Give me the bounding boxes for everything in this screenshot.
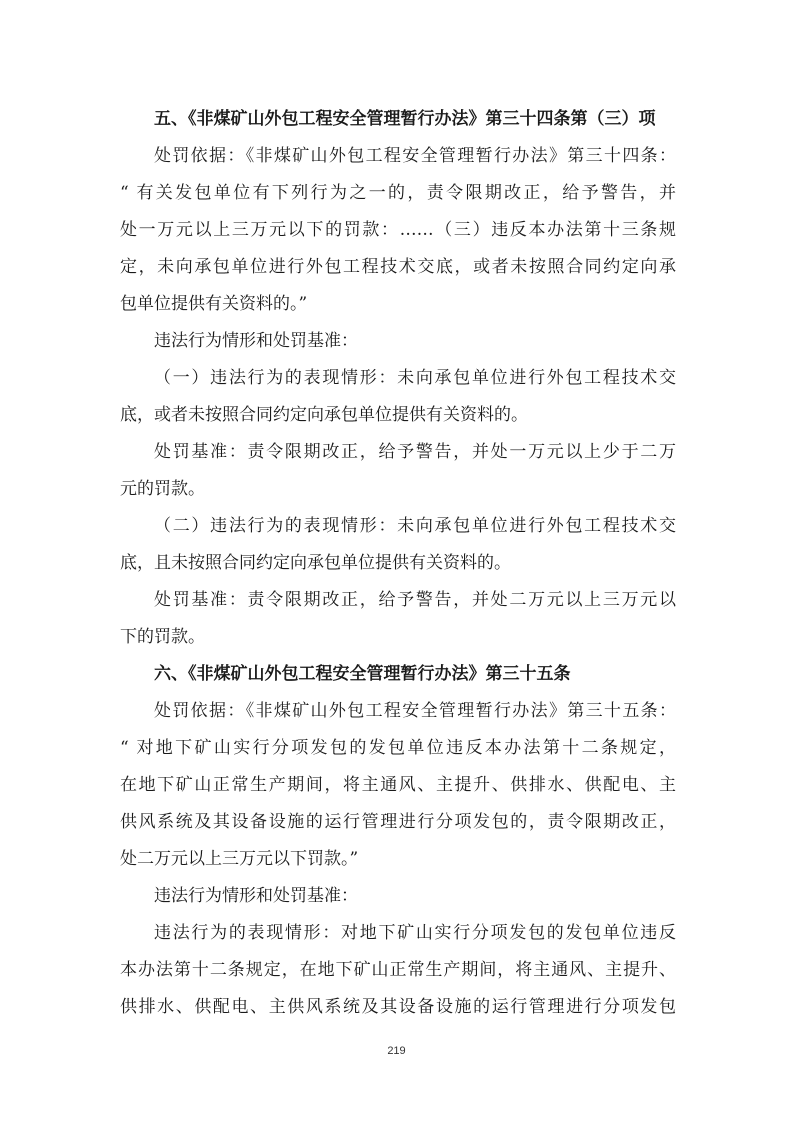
text-line: 定，未向承包单位进行外包工程技术交底，或者未按照合同约定向承 xyxy=(120,257,676,277)
text-line: “ 对地下矿山实行分项发包的发包单位违反本办法第十二条规定， xyxy=(120,738,676,758)
text-line: 底，或者未按照合同约定向承包单位提供有关资料的。 xyxy=(120,405,528,425)
section-heading: 五、《非煤矿山外包工程安全管理暂行办法》第三十四条第（三）项 xyxy=(154,109,656,129)
text-line: 处罚基准：责令限期改正，给予警告，并处二万元以上三万元以 xyxy=(154,590,676,610)
text-line: 本办法第十二条规定，在地下矿山正常生产期间，将主通风、主提升、 xyxy=(120,960,676,980)
text-line: 违法行为的表现情形：对地下矿山实行分项发包的发包单位违反 xyxy=(154,923,676,943)
text-line: （一）违法行为的表现情形：未向承包单位进行外包工程技术交 xyxy=(154,368,676,388)
text-line: 底，且未按照合同约定向承包单位提供有关资料的。 xyxy=(120,553,511,573)
section-heading: 六、《非煤矿山外包工程安全管理暂行办法》第三十五条 xyxy=(154,664,571,684)
text-line: 处一万元以上三万元以下的罚款：……（三）违反本办法第十三条规 xyxy=(120,220,676,240)
text-line: （二）违法行为的表现情形：未向承包单位进行外包工程技术交 xyxy=(154,516,676,536)
text-line: “ 有关发包单位有下列行为之一的，责令限期改正，给予警告，并 xyxy=(120,183,676,203)
text-line: 处罚依据：《非煤矿山外包工程安全管理暂行办法》第三十五条： xyxy=(154,701,676,721)
text-line: 元的罚款。 xyxy=(120,479,205,499)
page-number: 219 xyxy=(387,1045,406,1057)
text-line: 供排水、供配电、主供风系统及其设备设施的运行管理进行分项发包 xyxy=(120,997,676,1017)
document-body xyxy=(120,101,676,1026)
text-line: 违法行为情形和处罚基准： xyxy=(154,331,358,351)
text-line: 包单位提供有关资料的。” xyxy=(120,294,308,314)
text-line: 违法行为情形和处罚基准： xyxy=(154,886,358,906)
text-line: 处二万元以上三万元以下罚款。” xyxy=(120,849,359,869)
text-line: 下的罚款。 xyxy=(120,627,205,647)
text-line: 处罚依据：《非煤矿山外包工程安全管理暂行办法》第三十四条： xyxy=(154,146,676,166)
text-line: 处罚基准：责令限期改正，给予警告，并处一万元以上少于二万 xyxy=(154,442,676,462)
text-line: 在地下矿山正常生产期间，将主通风、主提升、供排水、供配电、主 xyxy=(120,775,676,795)
text-line: 供风系统及其设备设施的运行管理进行分项发包的，责令限期改正， xyxy=(120,812,676,832)
